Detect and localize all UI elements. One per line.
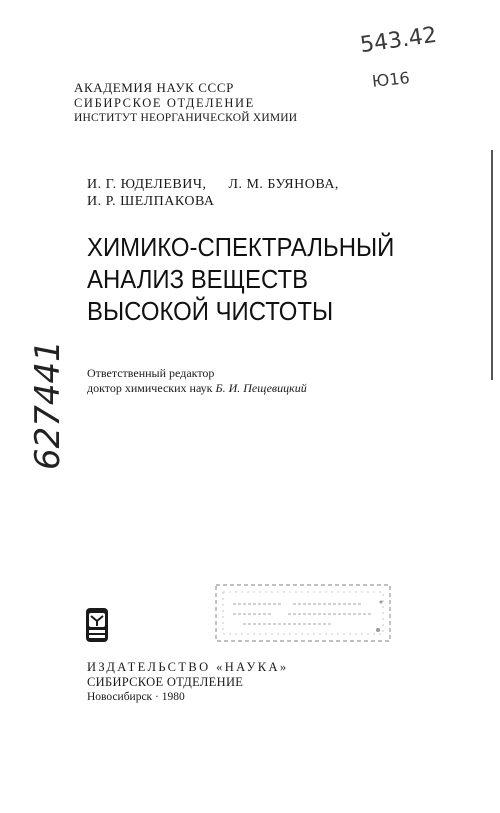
author-3: И. Р. ШЕЛПАКОВА	[87, 194, 215, 209]
handwritten-catalog-code: Ю16	[371, 68, 411, 91]
editor-role: Ответственный редактор	[87, 366, 215, 380]
institution-academy: АКАДЕМИЯ НАУК СССР	[74, 80, 234, 95]
title-line-1: ХИМИКО-СПЕКТРАЛЬНЫЙ	[87, 232, 395, 262]
author-1: И. Г. ЮДЕЛЕВИЧ,	[87, 177, 207, 192]
handwritten-catalog-number: 543.42	[358, 22, 439, 59]
scan-edge-line	[491, 150, 493, 380]
book-title	[87, 231, 394, 327]
publisher-block	[87, 660, 289, 705]
publisher-city-year: Новосибирск · 1980	[87, 691, 185, 703]
author-2: Л. М. БУЯНОВА,	[228, 177, 339, 192]
editor-block	[87, 366, 307, 396]
authors-block	[87, 176, 339, 210]
editor-name: Б. И. Пещевицкий	[215, 381, 307, 395]
title-line-2: АНАЛИЗ ВЕЩЕСТВ	[87, 264, 309, 294]
publisher-branch: СИБИРСКОЕ ОТДЕЛЕНИЕ	[87, 675, 244, 689]
handwritten-inventory-number: 627441	[28, 340, 68, 470]
editor-degree: доктор химических наук	[87, 381, 213, 395]
institution-branch: СИБИРСКОЕ ОТДЕЛЕНИЕ	[74, 96, 255, 110]
publisher-logo-icon	[85, 607, 109, 648]
publisher-name: ИЗДАТЕЛЬСТВО «НАУКА»	[87, 660, 289, 674]
title-line-3: ВЫСОКОЙ ЧИСТОТЫ	[87, 296, 334, 326]
library-stamp	[213, 582, 393, 649]
institution-institute: ИНСТИТУТ НЕОРГАНИЧЕСКОЙ ХИМИИ	[74, 112, 298, 124]
